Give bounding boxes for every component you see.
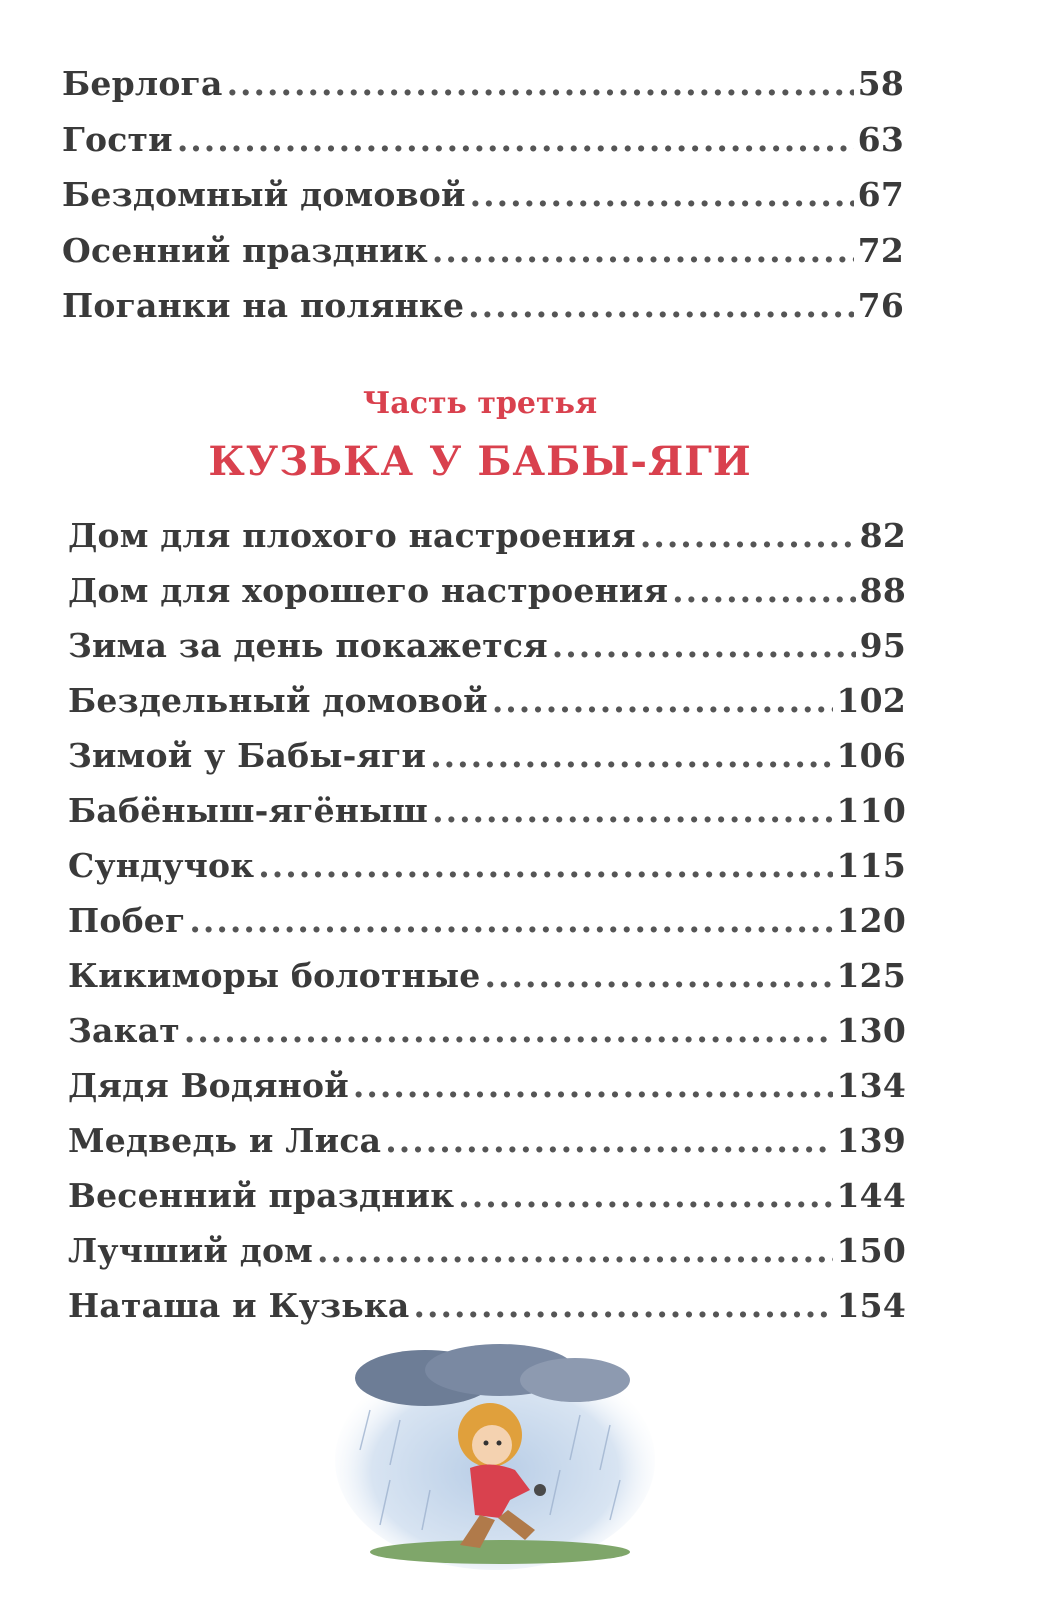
grass [370, 1540, 630, 1564]
toc-entry-title: Поганки на полянке [62, 286, 465, 325]
dot-leader [470, 167, 854, 223]
dot-leader [177, 112, 854, 168]
toc-entry-page: 154 [836, 1286, 906, 1325]
toc-entry[interactable] [68, 618, 906, 673]
toc-entry-title: Бездомный домовой [62, 175, 466, 214]
toc-entry-title: Сундучок [68, 846, 255, 885]
toc-entry-title: Кикиморы болотные [68, 956, 481, 995]
toc-entry-page: 150 [836, 1231, 906, 1270]
toc-section-part-two-end [62, 56, 904, 334]
toc-entry-title: Осенний праздник [62, 230, 428, 270]
dot-leader [458, 1168, 832, 1223]
toc-entry[interactable] [62, 223, 904, 279]
toc-entry[interactable] [68, 1223, 906, 1278]
dot-leader [184, 1003, 833, 1058]
dot-leader [492, 673, 833, 728]
toc-entry-title: Бездельный домовой [68, 681, 488, 720]
toc-entry-page: 134 [836, 1066, 906, 1105]
toc-entry[interactable] [68, 673, 906, 728]
toc-entry-page: 95 [859, 626, 906, 665]
toc-entry-page: 58 [857, 64, 904, 103]
toc-entry-title: Дядя Водяной [68, 1066, 349, 1105]
toc-entry[interactable] [68, 563, 906, 618]
toc-entry[interactable] [68, 893, 906, 948]
dot-leader [468, 278, 854, 334]
toc-entry-title: Лучший дом [68, 1231, 314, 1270]
part-title: КУЗЬКА У БАБЫ-ЯГИ [208, 438, 752, 485]
dot-leader [258, 838, 832, 893]
toc-entry-page: 76 [857, 286, 904, 325]
toc-entry[interactable] [68, 508, 906, 563]
toc-entry-title: Дом для хорошего настроения [68, 571, 669, 610]
dot-leader [385, 1113, 832, 1168]
dot-leader [640, 508, 856, 563]
toc-entry-page: 130 [836, 1011, 906, 1050]
toc-entry[interactable] [68, 1168, 906, 1223]
toc-entry-page: 120 [836, 901, 906, 940]
kuzka-eye-left [484, 1441, 489, 1446]
toc-entry[interactable] [62, 112, 904, 168]
toc-entry-page: 139 [836, 1121, 906, 1160]
toc-entry-title: Наташа и Кузька [68, 1286, 410, 1325]
toc-entry-title: Зима за день покажется [68, 626, 548, 665]
toc-entry-page: 67 [857, 175, 904, 214]
part-label: Часть третья [362, 386, 598, 421]
dot-leader [353, 1058, 833, 1113]
toc-entry-title: Бабёныш-ягёныш [68, 791, 429, 830]
toc-entry[interactable] [62, 56, 904, 112]
toc-entry-page: 125 [836, 956, 906, 995]
dot-leader [432, 783, 832, 838]
dot-leader [227, 56, 854, 112]
toc-entry[interactable] [62, 278, 904, 334]
dot-leader [672, 563, 856, 618]
toc-entry[interactable] [68, 1058, 906, 1113]
kuzka-face [472, 1425, 512, 1465]
kuzka-eye-right [497, 1441, 502, 1446]
toc-entry-page: 63 [857, 119, 904, 159]
toc-entry-title: Дом для плохого настроения [68, 516, 636, 555]
kuzka-in-rain-illustration [330, 1340, 660, 1570]
toc-entry[interactable] [68, 1278, 906, 1333]
dot-leader [552, 618, 856, 673]
toc-entry-title: Медведь и Лиса [68, 1121, 382, 1160]
dot-leader [485, 948, 833, 1003]
toc-entry-title: Весенний праздник [68, 1176, 455, 1215]
toc-entry-title: Закат [68, 1011, 180, 1050]
toc-entry[interactable] [62, 167, 904, 223]
toc-entry-page: 144 [836, 1176, 906, 1215]
dot-leader [189, 893, 832, 948]
toc-entry-title: Берлога [62, 64, 223, 103]
toc-entry-page: 110 [836, 791, 906, 830]
dot-leader [430, 728, 832, 783]
toc-entry-page: 106 [836, 736, 906, 775]
toc-section-part-three [68, 508, 906, 1333]
toc-entry-page: 72 [857, 230, 904, 270]
dot-leader [317, 1223, 832, 1278]
kuzka-bundle [534, 1484, 546, 1496]
toc-entry-title: Гости [62, 119, 173, 159]
toc-entry[interactable] [68, 728, 906, 783]
toc-entry[interactable] [68, 948, 906, 1003]
toc-entry-title: Побег [68, 901, 186, 940]
storm-cloud-right [520, 1358, 630, 1402]
toc-entry-title: Зимой у Бабы-яги [68, 736, 427, 775]
toc-entry[interactable] [68, 1003, 906, 1058]
dot-leader [432, 223, 854, 279]
toc-entry[interactable] [68, 783, 906, 838]
illustration-svg [330, 1340, 660, 1570]
toc-entry-page: 82 [859, 516, 906, 555]
dot-leader [414, 1278, 833, 1333]
toc-entry[interactable] [68, 838, 906, 893]
toc-entry-page: 88 [859, 571, 906, 610]
toc-entry-page: 115 [836, 846, 906, 885]
toc-entry-page: 102 [836, 681, 906, 720]
toc-entry[interactable] [68, 1113, 906, 1168]
